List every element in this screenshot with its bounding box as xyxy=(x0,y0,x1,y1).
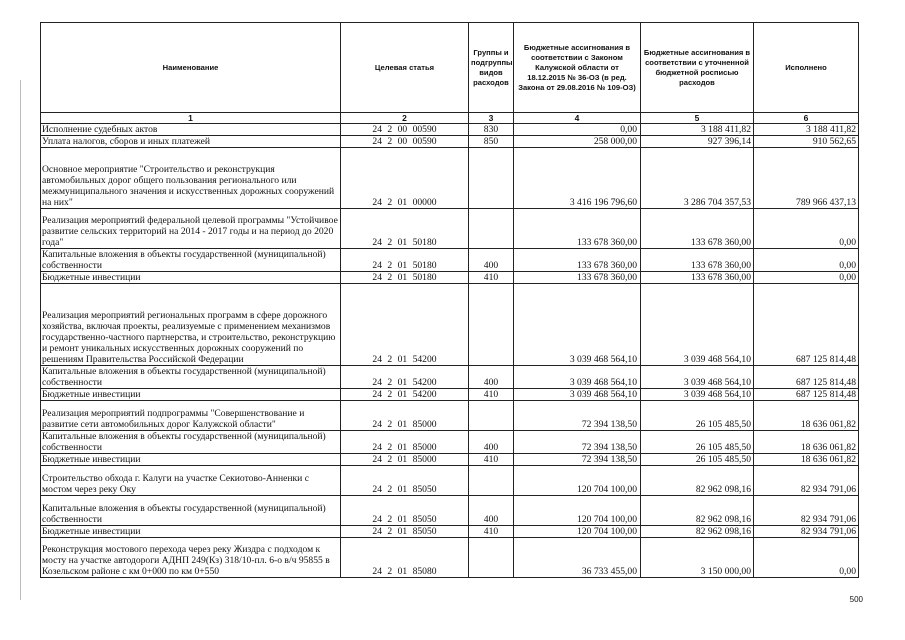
row-executed-cell: 687 125 814,48 xyxy=(754,284,859,366)
row-expense-group-cell: 400 xyxy=(469,249,514,272)
row-name-cell: Основное мероприятие "Строительство и реконструкция автомобильных дорог общего пользования регионального или межмуниципального значения и искусственных дорожных сооружений на них" xyxy=(41,148,341,209)
column-number: 2 xyxy=(341,113,469,124)
row-executed-cell: 687 125 814,48 xyxy=(754,389,859,401)
row-law-allocation-cell: 3 039 468 564,10 xyxy=(514,366,641,389)
row-law-allocation-cell: 72 394 138,50 xyxy=(514,454,641,466)
row-law-allocation-cell: 133 678 360,00 xyxy=(514,209,641,249)
row-refined-allocation-cell: 3 039 468 564,10 xyxy=(641,366,754,389)
row-refined-allocation-cell: 133 678 360,00 xyxy=(641,209,754,249)
row-expense-group-cell: 410 xyxy=(469,272,514,284)
table-row xyxy=(41,148,859,209)
row-name-cell: Уплата налогов, сборов и иных платежей xyxy=(41,136,341,148)
header-expense-groups: Группы и подгруппы видов расходов xyxy=(469,23,514,113)
row-refined-allocation-cell: 927 396,14 xyxy=(641,136,754,148)
row-name-cell: Бюджетные инвестиции xyxy=(41,272,341,284)
row-name-cell: Капитальные вложения в объекты государственной (муниципальной) собственности xyxy=(41,249,341,272)
row-refined-allocation-cell: 3 150 000,00 xyxy=(641,538,754,578)
row-law-allocation-cell: 72 394 138,50 xyxy=(514,431,641,454)
row-name-cell: Бюджетные инвестиции xyxy=(41,454,341,466)
binding-margin-line xyxy=(20,80,21,600)
header-name: Наименование xyxy=(41,23,341,113)
row-executed-cell: 82 934 791,06 xyxy=(754,496,859,526)
row-law-allocation-cell: 3 039 468 564,10 xyxy=(514,389,641,401)
row-executed-cell: 687 125 814,48 xyxy=(754,366,859,389)
row-name-cell: Капитальные вложения в объекты государственной (муниципальной) собственности xyxy=(41,366,341,389)
row-law-allocation-cell: 36 733 455,00 xyxy=(514,538,641,578)
row-name-cell: Строительство обхода г. Калуги на участке Секиотово-Анненки с мостом через реку Оку xyxy=(41,466,341,496)
row-refined-allocation-cell: 26 105 485,50 xyxy=(641,431,754,454)
column-number: 4 xyxy=(514,113,641,124)
row-expense-group-cell: 400 xyxy=(469,366,514,389)
row-executed-cell: 82 934 791,06 xyxy=(754,466,859,496)
table-row xyxy=(41,209,859,249)
row-target-article-cell: 24 2 01 85050 xyxy=(341,466,469,496)
row-target-article-cell: 24 2 01 54200 xyxy=(341,284,469,366)
row-name-cell: Реализация мероприятий федеральной целевой программы "Устойчивое развитие сельских территорий на 2014 - 2017 годы и на период до 2020 года" xyxy=(41,209,341,249)
header-refined-allocations: Бюджетные ассигнования в соответствии с уточненной бюджетной росписью расходов xyxy=(641,23,754,113)
row-executed-cell: 0,00 xyxy=(754,209,859,249)
row-expense-group-cell: 410 xyxy=(469,526,514,538)
row-name-cell: Реализация мероприятий региональных программ в сфере дорожного хозяйства, включая проекты, реализуемые с применением механизмов государственно-частного партнерства, и строительство, реконструкцию и ремонт уникальных искусственных дорожных сооружений по решениям Правительства Российской Федерации xyxy=(41,284,341,366)
table-row xyxy=(41,249,859,272)
page-number: 500 xyxy=(849,595,863,604)
row-executed-cell: 0,00 xyxy=(754,538,859,578)
row-law-allocation-cell: 3 039 468 564,10 xyxy=(514,284,641,366)
row-target-article-cell: 24 2 01 85000 xyxy=(341,454,469,466)
table-row xyxy=(41,401,859,431)
table-row xyxy=(41,124,859,136)
row-expense-group-cell: 400 xyxy=(469,496,514,526)
table-row xyxy=(41,526,859,538)
row-executed-cell: 82 934 791,06 xyxy=(754,526,859,538)
row-refined-allocation-cell: 3 286 704 357,53 xyxy=(641,148,754,209)
row-executed-cell: 0,00 xyxy=(754,272,859,284)
row-name-cell: Бюджетные инвестиции xyxy=(41,526,341,538)
row-refined-allocation-cell: 26 105 485,50 xyxy=(641,401,754,431)
row-target-article-cell: 24 2 01 85000 xyxy=(341,401,469,431)
budget-execution-table-sheet xyxy=(40,22,858,578)
row-name-cell: Реконструкция мостового перехода через реку Жиздра с подходом к мосту на участке автодороги АДНП 249(Кз) 318/10-пл. 6-о в/ч 95855 в Козельском районе с км 0+000 по км 0+550 xyxy=(41,538,341,578)
table-row xyxy=(41,389,859,401)
table-row xyxy=(41,538,859,578)
row-law-allocation-cell: 133 678 360,00 xyxy=(514,249,641,272)
row-law-allocation-cell: 120 704 100,00 xyxy=(514,526,641,538)
row-target-article-cell: 24 2 01 85080 xyxy=(341,538,469,578)
table-row xyxy=(41,496,859,526)
column-number: 1 xyxy=(41,113,341,124)
table-row xyxy=(41,136,859,148)
row-refined-allocation-cell: 26 105 485,50 xyxy=(641,454,754,466)
column-number: 5 xyxy=(641,113,754,124)
row-target-article-cell: 24 2 01 85050 xyxy=(341,526,469,538)
row-expense-group-cell: 410 xyxy=(469,454,514,466)
row-refined-allocation-cell: 3 039 468 564,10 xyxy=(641,284,754,366)
row-target-article-cell: 24 2 00 00590 xyxy=(341,136,469,148)
table-row xyxy=(41,272,859,284)
row-law-allocation-cell: 120 704 100,00 xyxy=(514,466,641,496)
table-body xyxy=(41,124,859,578)
row-expense-group-cell: 830 xyxy=(469,124,514,136)
row-target-article-cell: 24 2 00 00590 xyxy=(341,124,469,136)
table-row xyxy=(41,366,859,389)
row-executed-cell: 18 636 061,82 xyxy=(754,431,859,454)
row-law-allocation-cell: 258 000,00 xyxy=(514,136,641,148)
row-target-article-cell: 24 2 01 54200 xyxy=(341,366,469,389)
row-target-article-cell: 24 2 01 85000 xyxy=(341,431,469,454)
row-law-allocation-cell: 72 394 138,50 xyxy=(514,401,641,431)
header-target-article: Целевая статья xyxy=(341,23,469,113)
row-executed-cell: 3 188 411,82 xyxy=(754,124,859,136)
table-row xyxy=(41,454,859,466)
row-target-article-cell: 24 2 01 50180 xyxy=(341,272,469,284)
row-executed-cell: 789 966 437,13 xyxy=(754,148,859,209)
budget-table xyxy=(40,22,859,578)
row-law-allocation-cell: 0,00 xyxy=(514,124,641,136)
table-row xyxy=(41,466,859,496)
header-executed: Исполнено xyxy=(754,23,859,113)
row-expense-group-cell xyxy=(469,284,514,366)
row-name-cell: Исполнение судебных актов xyxy=(41,124,341,136)
row-law-allocation-cell: 3 416 196 796,60 xyxy=(514,148,641,209)
row-target-article-cell: 24 2 01 54200 xyxy=(341,389,469,401)
row-law-allocation-cell: 133 678 360,00 xyxy=(514,272,641,284)
header-law-allocations: Бюджетные ассигнования в соответствии с Законом Калужской области от 18.12.2015 № 36-ОЗ (в ред. Закона от 29.08.2016 № 109-ОЗ) xyxy=(514,23,641,113)
row-target-article-cell: 24 2 01 85050 xyxy=(341,496,469,526)
row-target-article-cell: 24 2 01 50180 xyxy=(341,249,469,272)
row-expense-group-cell xyxy=(469,538,514,578)
table-header-row xyxy=(41,23,859,113)
row-refined-allocation-cell: 82 962 098,16 xyxy=(641,466,754,496)
row-refined-allocation-cell: 133 678 360,00 xyxy=(641,249,754,272)
row-name-cell: Реализация мероприятий подпрограммы "Совершенствование и развитие сети автомобильных дорог Калужской области" xyxy=(41,401,341,431)
column-number: 3 xyxy=(469,113,514,124)
row-law-allocation-cell: 120 704 100,00 xyxy=(514,496,641,526)
row-expense-group-cell: 400 xyxy=(469,431,514,454)
row-executed-cell: 18 636 061,82 xyxy=(754,401,859,431)
row-executed-cell: 910 562,65 xyxy=(754,136,859,148)
row-refined-allocation-cell: 133 678 360,00 xyxy=(641,272,754,284)
row-executed-cell: 0,00 xyxy=(754,249,859,272)
row-expense-group-cell xyxy=(469,148,514,209)
row-expense-group-cell: 410 xyxy=(469,389,514,401)
row-target-article-cell: 24 2 01 00000 xyxy=(341,148,469,209)
row-refined-allocation-cell: 82 962 098,16 xyxy=(641,496,754,526)
table-row xyxy=(41,284,859,366)
row-expense-group-cell xyxy=(469,401,514,431)
row-target-article-cell: 24 2 01 50180 xyxy=(341,209,469,249)
row-name-cell: Бюджетные инвестиции xyxy=(41,389,341,401)
row-refined-allocation-cell: 82 962 098,16 xyxy=(641,526,754,538)
row-name-cell: Капитальные вложения в объекты государственной (муниципальной) собственности xyxy=(41,431,341,454)
row-name-cell: Капитальные вложения в объекты государственной (муниципальной) собственности xyxy=(41,496,341,526)
row-expense-group-cell xyxy=(469,466,514,496)
row-executed-cell: 18 636 061,82 xyxy=(754,454,859,466)
row-refined-allocation-cell: 3 039 468 564,10 xyxy=(641,389,754,401)
row-expense-group-cell xyxy=(469,209,514,249)
table-row xyxy=(41,431,859,454)
row-expense-group-cell: 850 xyxy=(469,136,514,148)
column-number: 6 xyxy=(754,113,859,124)
column-number-row xyxy=(41,113,859,124)
row-refined-allocation-cell: 3 188 411,82 xyxy=(641,124,754,136)
